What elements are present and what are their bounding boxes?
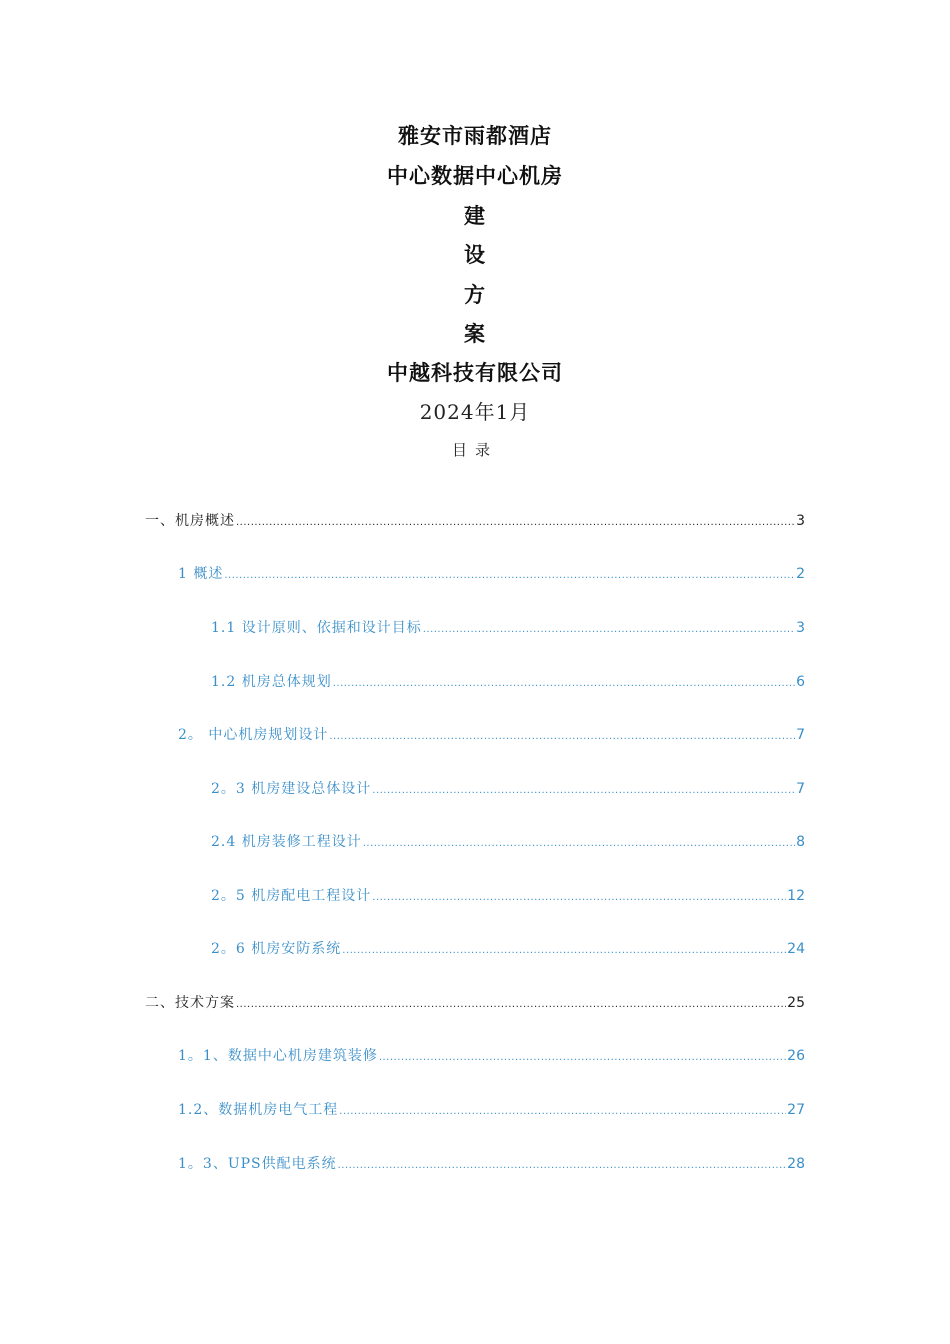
toc-entry-title: 二、技术方案 xyxy=(145,995,235,1011)
toc-entry[interactable] xyxy=(211,618,805,640)
toc-leader-dots xyxy=(329,727,795,747)
toc-page-number: 6 xyxy=(796,674,805,690)
toc-entry-title: 2。6 机房安防系统 xyxy=(211,941,342,957)
toc-page-number: 28 xyxy=(787,1156,805,1172)
toc-entry[interactable] xyxy=(211,939,805,961)
toc-page-number: 3 xyxy=(796,620,805,636)
toc-leader-dots xyxy=(423,620,795,640)
toc-page-number: 7 xyxy=(796,781,805,797)
toc-page-number: 2 xyxy=(796,566,805,582)
toc-entry[interactable] xyxy=(178,1100,805,1122)
toc-entry-title: 一、机房概述 xyxy=(145,513,235,529)
toc-entry-title: 2。5 机房配电工程设计 xyxy=(211,888,372,904)
toc-entry-title: 2。 中心机房规划设计 xyxy=(178,727,329,743)
toc-page-number: 27 xyxy=(787,1102,805,1118)
cover-title-char-an: 案 xyxy=(464,322,486,346)
cover-title-char-fang: 方 xyxy=(464,283,486,307)
toc-page-number: 26 xyxy=(787,1048,805,1064)
toc-entry[interactable] xyxy=(211,672,805,694)
toc-page-number: 24 xyxy=(787,941,805,957)
toc-entry-title: 1.2 机房总体规划 xyxy=(211,674,332,690)
cover-company-name: 中越科技有限公司 xyxy=(387,361,563,385)
toc-entry[interactable] xyxy=(145,993,805,1015)
toc-leader-dots xyxy=(236,513,795,533)
toc-entry[interactable] xyxy=(178,1154,805,1176)
toc-page-number: 12 xyxy=(787,888,805,904)
toc-leader-dots xyxy=(372,888,786,908)
toc-entry-title: 1 概述 xyxy=(178,566,224,582)
toc-leader-dots xyxy=(372,781,795,801)
toc-leader-dots xyxy=(379,1048,786,1068)
toc-leader-dots xyxy=(342,941,786,961)
toc-page-number: 8 xyxy=(796,834,805,850)
toc-entry[interactable] xyxy=(211,886,805,908)
cover-title-hotel: 雅安市雨都酒店 xyxy=(398,124,552,148)
toc-leader-dots xyxy=(224,566,795,586)
toc-page-number: 3 xyxy=(796,513,805,529)
cover-title-char-she: 设 xyxy=(464,243,486,267)
toc-leader-dots xyxy=(333,674,795,694)
toc-page-number: 25 xyxy=(787,995,805,1011)
toc-entry-title: 2。3 机房建设总体设计 xyxy=(211,781,372,797)
toc-entry[interactable] xyxy=(178,564,805,586)
toc-entry-title: 1。3、UPS供配电系统 xyxy=(178,1156,337,1172)
toc-entry-title: 1.2、数据机房电气工程 xyxy=(178,1102,339,1118)
toc-heading: 目录 xyxy=(451,441,498,459)
toc-entry[interactable] xyxy=(145,511,805,533)
toc-entry[interactable] xyxy=(178,725,805,747)
toc-entry[interactable] xyxy=(211,779,805,801)
cover-title-char-jian: 建 xyxy=(464,204,486,228)
toc-entry-title: 2.4 机房装修工程设计 xyxy=(211,834,362,850)
toc-entry[interactable] xyxy=(211,832,805,854)
toc-entry-title: 1.1 设计原则、依据和设计目标 xyxy=(211,620,422,636)
toc-entry[interactable] xyxy=(178,1046,805,1068)
toc-leader-dots xyxy=(338,1156,787,1176)
cover-title-datacenter: 中心数据中心机房 xyxy=(387,164,563,188)
toc-leader-dots xyxy=(339,1102,786,1122)
toc-leader-dots xyxy=(236,995,786,1015)
cover-date: 2024年1月 xyxy=(419,400,531,424)
toc-page-number: 7 xyxy=(796,727,805,743)
toc-entry-title: 1。1、数据中心机房建筑装修 xyxy=(178,1048,378,1064)
toc-leader-dots xyxy=(363,834,795,854)
